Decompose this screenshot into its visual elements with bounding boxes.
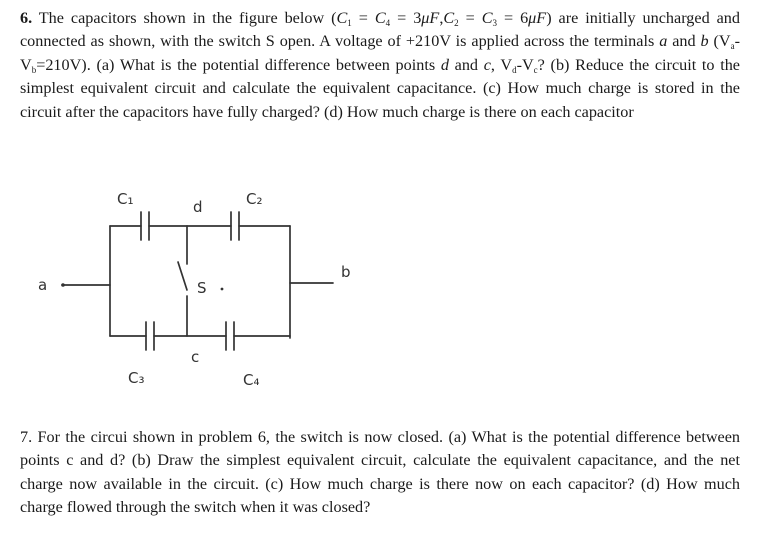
vc-prefix: -V (516, 55, 534, 74)
problem-6-text (20, 7, 740, 124)
va-subscript: a (730, 41, 735, 52)
vb-subscript: b (31, 64, 37, 75)
switch-s-blade (178, 262, 187, 290)
c3-symbol: C (481, 9, 493, 27)
label-s: S (197, 279, 207, 297)
terminal-b: b (700, 32, 709, 51)
c4-symbol: C (374, 9, 386, 27)
unit-microfarad-1: μF (421, 9, 440, 27)
problem-6-question-a: =210V). (a) What is the potential difference between points (36, 55, 441, 74)
label-c1: C₁ (117, 190, 134, 208)
label-c4: C₄ (243, 371, 260, 389)
c3-subscript: 3 (492, 18, 498, 28)
and-text-2: and (448, 55, 484, 74)
point-d: d (440, 55, 449, 74)
equals-3: = 3 (390, 9, 422, 27)
equals-2: = (458, 9, 482, 27)
vd-subscript: d (512, 64, 517, 75)
comma: , (439, 9, 444, 27)
point-c: c (483, 55, 491, 74)
equals-6: = 6 (497, 9, 529, 27)
voltage-dash: -V (20, 32, 740, 74)
terminal-a-dot (61, 283, 65, 287)
label-c2: C₂ (246, 190, 263, 208)
label-d: d (193, 198, 203, 216)
problem-6-intro: The capacitors shown in the figure below ( (32, 9, 337, 27)
c1-symbol: C (336, 9, 348, 27)
unit-microfarad-2: μF (528, 9, 547, 27)
label-a: a (38, 276, 48, 294)
label-c3: C₃ (128, 369, 145, 387)
problem-7-text: 7. For the circui shown in problem 6, the switch is now closed. (a) What is the potential difference between points c and d? (b) Draw the simplest equivalent circuit, calculate the equivalent capacitance, and the net charge now available in the circuit. (c) How much charge is there now on each capacitor? (d) How much charge flowed through the switch when it was closed? (20, 428, 740, 517)
problem-6-number: 6. (20, 9, 33, 27)
c2-subscript: 2 (454, 18, 459, 28)
problem-6-body: ) are initially uncharged and connected as shown, with the switch S open. A voltage of +210V is applied across the terminals (20, 9, 740, 51)
label-c: c (191, 348, 200, 366)
c4-subscript: 4 (385, 18, 391, 28)
and-text: and (667, 32, 701, 51)
switch-dot (221, 288, 224, 291)
voltage-open: (V (708, 32, 731, 51)
c2-symbol: C (443, 9, 455, 27)
vc-subscript: c (533, 64, 538, 75)
problem-6-questions: ? (b) Reduce the circuit to the simplest equivalent circuit and calculate the equivalent capacitance. (c) How much charge is stored in the circuit after the capacitors have fully charged? (d) How much charge is there on each capacitor (20, 55, 740, 121)
label-b: b (341, 263, 351, 281)
vd-prefix: , V (490, 55, 513, 74)
c1-subscript: 1 (347, 18, 352, 28)
equals-1: = (351, 9, 375, 27)
terminal-a: a (659, 32, 668, 51)
